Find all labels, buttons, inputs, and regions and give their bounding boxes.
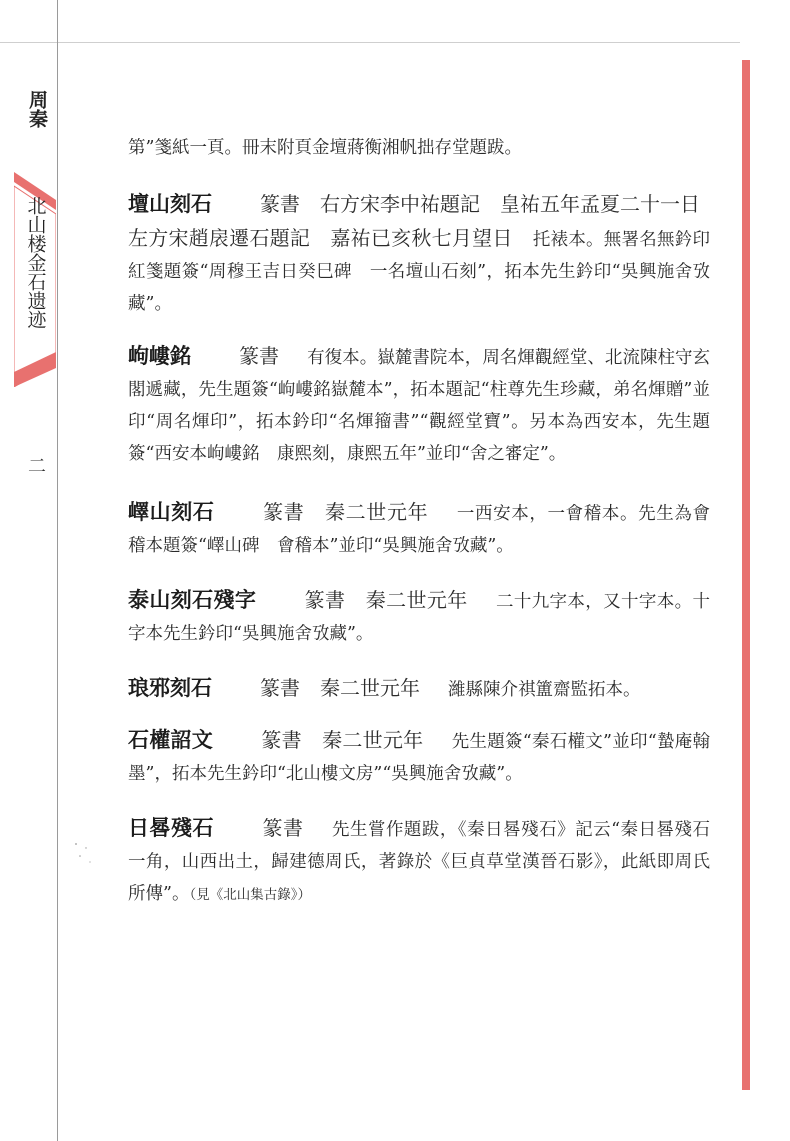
entry-text: 先生題簽“秦石權文”並印“蟄庵翰墨”，拓本先生鈐印“北山樓文房”“吳興施舍攷藏”。 — [128, 732, 711, 784]
entry-heading: 嶧山刻石 — [128, 499, 215, 524]
sidebar-book-title — [20, 196, 50, 329]
entry-meta: 篆書 秦二世元年 — [262, 500, 429, 524]
entry-meta: 篆書 秦二世元年 — [304, 588, 468, 612]
entry-tanshan — [128, 188, 710, 320]
entry-langya — [128, 672, 710, 706]
entry-heading: 壇山刻石 — [128, 191, 212, 216]
entry-meta: 篆書 秦二世元年 — [261, 728, 424, 752]
entry-text: 二十九字本，又十字本。十字本先生鈐印“吳興施舍攷藏”。 — [128, 592, 711, 644]
entry-heading: 泰山刻石殘字 — [128, 587, 257, 612]
entry-taishan — [128, 584, 710, 650]
sidebar-book-title-text: 北山楼金石遗迹 — [24, 196, 47, 329]
scan-specks — [72, 838, 96, 868]
entry-meta-line2: 左方宋趙扆遷石題記 嘉祐已亥秋七月望日 — [128, 226, 513, 250]
entry-rigui — [128, 812, 710, 911]
page-number — [28, 452, 48, 478]
entry-meta: 篆書 右方宋李中祐題記 皇祐五年孟夏二十一日 — [260, 192, 700, 216]
entry-meta: 篆書 — [239, 344, 280, 368]
entry-heading: 石權詔文 — [128, 727, 214, 752]
entry-yishan — [128, 496, 710, 562]
entry-text: 有復本。嶽麓書院本，周名煇觀經堂、北流陳柱守玄閣遞藏，先生題簽“岣嶁銘嶽麓本”，拓本題記“柱尊先生珍藏，弟名煇贈”並印“周名煇印”，拓本鈐印“名煇籀書”“觀經堂寶”。另本為西安本，先生題簽“西安本岣嶁銘 康熙刻，康熙五年”並印“舍之審定”。 — [128, 348, 711, 464]
entry-goulou — [128, 340, 710, 470]
entry-text: 先生嘗作題跋，《秦日晷殘石》記云“秦日晷殘石一角，山西出土，歸建德周氏，著錄於《巨貞草堂漢晉石影》，此紙即周氏所傳”。 — [128, 820, 711, 904]
entry-text: 托裱本。無署名無鈐印紅箋題簽“周穆王吉日癸巳碑 一名壇山石刻”，拓本先生鈐印“吳興施舍攷藏”。 — [128, 230, 711, 314]
entry-continuation — [128, 132, 710, 164]
entry-shiquan — [128, 724, 710, 790]
entry-meta: 篆書 — [261, 816, 304, 840]
entry-text: 濰縣陳介祺簠齋監拓本。 — [448, 680, 641, 700]
entry-meta: 篆書 秦二世元年 — [260, 676, 420, 700]
entry-text: 一西安本，一會稽本。先生為會稽本題簽“嶧山碑 會稽本”並印“吳興施舍攷藏”。 — [128, 504, 711, 556]
entry-heading: 琅邪刻石 — [128, 675, 212, 700]
entry-heading: 日晷殘石 — [128, 815, 214, 840]
page-number-text: 二 — [28, 456, 46, 477]
entry-note: （見《北山集古錄》） — [189, 887, 311, 903]
edge-accent-bar — [742, 60, 750, 1090]
page-gutter-line — [57, 0, 58, 1141]
sidebar-era-label — [20, 90, 54, 128]
entry-text: 第”箋紙一頁。冊末附頁金壇蔣衡湘帆拙存堂題跋。 — [128, 138, 522, 158]
top-rule — [0, 42, 740, 43]
sidebar-era-text: 周秦 — [26, 90, 48, 128]
entry-heading: 岣嶁銘 — [128, 343, 192, 368]
